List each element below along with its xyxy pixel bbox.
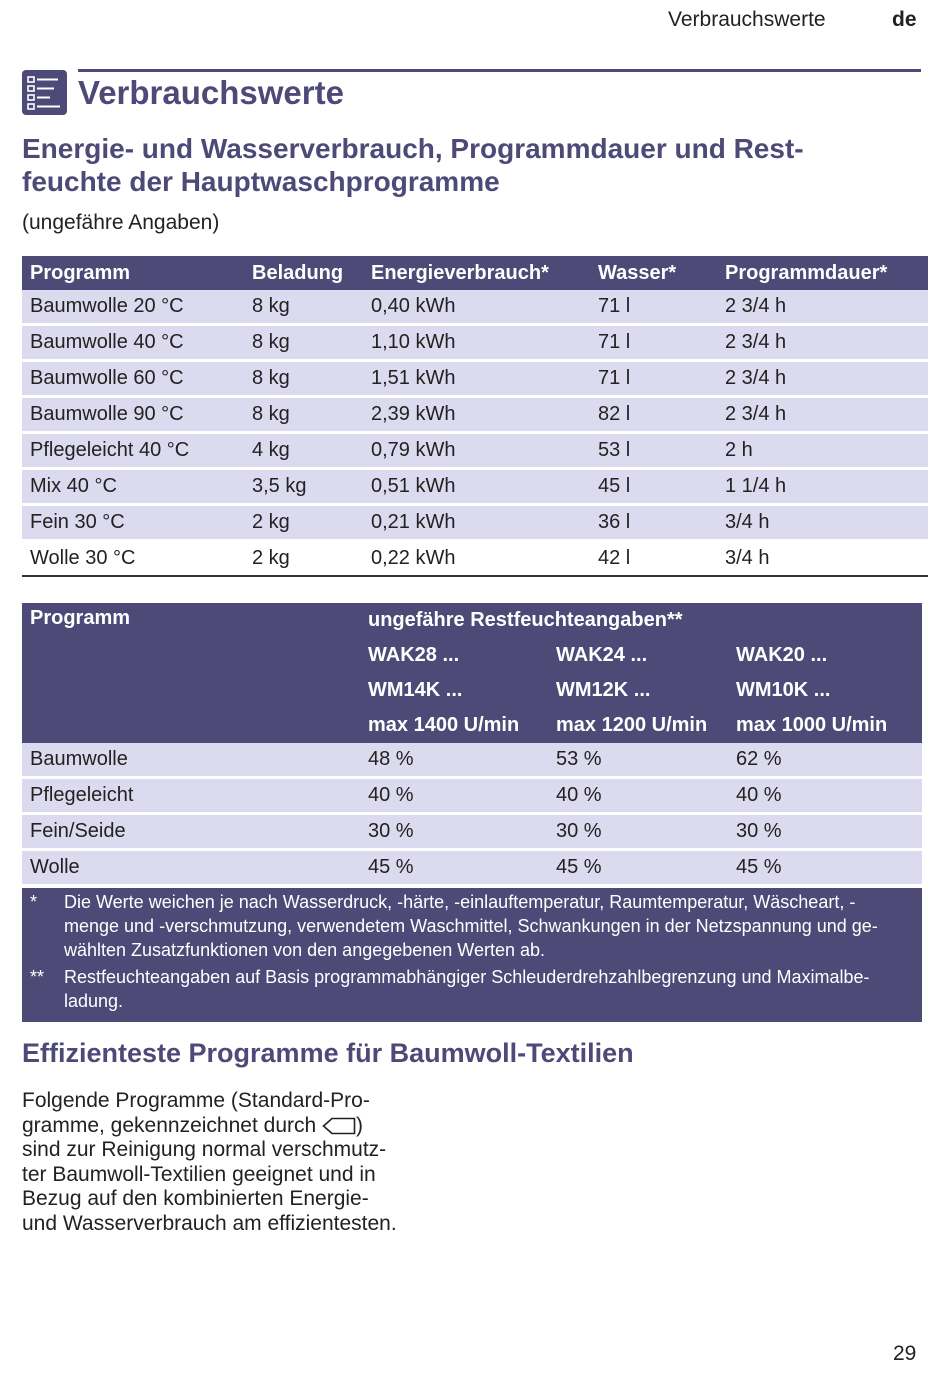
col-header-program: Programm xyxy=(22,603,360,743)
cell-water: 53 l xyxy=(590,434,717,470)
cell-duration: 2 h xyxy=(717,434,928,470)
cell-value: 45 % xyxy=(548,851,728,887)
speed-header: max 1000 U/min xyxy=(728,708,922,743)
cell-water: 42 l xyxy=(590,542,717,577)
cell-duration: 2 3/4 h xyxy=(717,398,928,434)
cell-program: Wolle xyxy=(22,851,360,887)
table-row xyxy=(22,326,928,362)
cell-energy: 1,51 kWh xyxy=(363,362,590,398)
paragraph-line: Bezug auf den kombinierten Energie- xyxy=(22,1187,369,1210)
cell-duration: 2 3/4 h xyxy=(717,362,928,398)
cell-program: Mix 40 °C xyxy=(22,470,244,506)
cell-energy: 0,79 kWh xyxy=(363,434,590,470)
cell-energy: 2,39 kWh xyxy=(363,398,590,434)
cell-program: Fein 30 °C xyxy=(22,506,244,542)
table-row xyxy=(22,506,928,542)
cell-value: 62 % xyxy=(728,743,922,779)
col-header-energy: Energieverbrauch* xyxy=(363,256,590,290)
page-number: 29 xyxy=(893,1342,917,1365)
cell-load: 2 kg xyxy=(244,506,363,542)
consumption-list-icon xyxy=(22,70,67,115)
cell-program: Baumwolle 40 °C xyxy=(22,326,244,362)
paragraph-line: ter Baumwoll-Textilien geeignet und in xyxy=(22,1162,376,1186)
footnote-line: Restfeuchteangaben auf Basis programmabhängiger Schleuderdrehzahlbegrenzung und Maximalbe- xyxy=(64,967,870,987)
cell-value: 30 % xyxy=(360,815,548,851)
footnote-line: menge und -verschmutzung, verwendetem Waschmittel, Schwankungen in der Netzspannung und ge- xyxy=(64,916,878,936)
table-header-row xyxy=(22,256,928,290)
col-header-water: Wasser* xyxy=(590,256,717,290)
cell-program: Fein/Seide xyxy=(22,815,360,851)
cell-duration: 3/4 h xyxy=(717,542,928,577)
footnote-mark: * xyxy=(30,892,38,912)
table-header-row xyxy=(22,603,922,638)
cell-water: 71 l xyxy=(590,362,717,398)
cell-value: 45 % xyxy=(360,851,548,887)
paragraph-line: und Wasserverbrauch am effizientesten. xyxy=(22,1211,397,1235)
section-heading-line: Energie- und Wasserverbrauch, Programmdauer und Rest- xyxy=(22,133,804,164)
table-row xyxy=(22,743,922,779)
table-row xyxy=(22,398,928,434)
standard-program-symbol-icon xyxy=(322,1117,356,1135)
cell-value: 48 % xyxy=(360,743,548,779)
cell-energy: 0,21 kWh xyxy=(363,506,590,542)
model-header: WAK24 ... xyxy=(548,638,728,673)
speed-header: max 1400 U/min xyxy=(360,708,548,743)
table-row xyxy=(22,434,928,470)
cell-value: 53 % xyxy=(548,743,728,779)
cell-value: 30 % xyxy=(728,815,922,851)
cell-program: Baumwolle xyxy=(22,743,360,779)
cell-program: Baumwolle 90 °C xyxy=(22,398,244,434)
footnotes-box xyxy=(22,888,922,1022)
table-row xyxy=(22,290,928,326)
consumption-table xyxy=(22,256,928,577)
cell-program: Pflegeleicht 40 °C xyxy=(22,434,244,470)
col-header-residual-moisture: ungefähre Restfeuchteangaben** xyxy=(360,603,922,638)
footnote-text xyxy=(64,890,916,962)
cell-value: 40 % xyxy=(728,779,922,815)
cell-water: 82 l xyxy=(590,398,717,434)
cell-energy: 1,10 kWh xyxy=(363,326,590,362)
paragraph-line: sind zur Reinigung normal verschmutz- xyxy=(22,1138,387,1161)
table-row xyxy=(22,851,922,887)
footnote-line: ladung. xyxy=(64,991,124,1011)
cell-program: Wolle 30 °C xyxy=(22,542,244,577)
col-header-load: Beladung xyxy=(244,256,363,290)
cell-program: Pflegeleicht xyxy=(22,779,360,815)
cell-load: 3,5 kg xyxy=(244,470,363,506)
cell-duration: 2 3/4 h xyxy=(717,290,928,326)
footnote-mark: ** xyxy=(30,967,45,987)
model-header: WAK28 ... xyxy=(360,638,548,673)
paragraph-text: gramme, gekennzeichnet durch xyxy=(22,1113,322,1137)
cell-value: 30 % xyxy=(548,815,728,851)
paragraph-line: Folgende Programme (Standard-Pro- xyxy=(22,1089,370,1112)
chapter-title: Verbrauchswerte xyxy=(78,74,344,111)
cell-value: 45 % xyxy=(728,851,922,887)
cell-duration: 3/4 h xyxy=(717,506,928,542)
paragraph-text: ) xyxy=(356,1113,363,1137)
speed-header: max 1200 U/min xyxy=(548,708,728,743)
residual-moisture-table xyxy=(22,603,922,887)
cell-load: 4 kg xyxy=(244,434,363,470)
cell-energy: 0,40 kWh xyxy=(363,290,590,326)
table-row xyxy=(22,470,928,506)
cell-value: 40 % xyxy=(548,779,728,815)
cell-water: 45 l xyxy=(590,470,717,506)
table-row xyxy=(22,815,922,851)
model-header: WM12K ... xyxy=(548,673,728,708)
header-language: de xyxy=(892,8,917,31)
efficient-programs-paragraph xyxy=(22,1089,462,1236)
cell-duration: 2 3/4 h xyxy=(717,326,928,362)
table-row xyxy=(22,542,928,577)
model-header: WM10K ... xyxy=(728,673,922,708)
approximate-values-note: (ungefähre Angaben) xyxy=(22,211,220,234)
col-header-duration: Programmdauer* xyxy=(717,256,928,290)
col-header-program: Programm xyxy=(22,256,244,290)
table-row xyxy=(22,779,922,815)
cell-duration: 1 1/4 h xyxy=(717,470,928,506)
cell-energy: 0,51 kWh xyxy=(363,470,590,506)
cell-load: 8 kg xyxy=(244,398,363,434)
model-header: WAK20 ... xyxy=(728,638,922,673)
header-section-title: Verbrauchswerte xyxy=(668,8,826,31)
cell-water: 36 l xyxy=(590,506,717,542)
section-heading-line: feuchte der Hauptwaschprogramme xyxy=(22,166,500,197)
page-header xyxy=(0,8,950,38)
cell-load: 8 kg xyxy=(244,362,363,398)
cell-value: 40 % xyxy=(360,779,548,815)
footnote-line: Die Werte weichen je nach Wasserdruck, -härte, -einlauftemperatur, Raumtemperatur, Wäscheart, - xyxy=(64,892,856,912)
footnote-text xyxy=(64,965,916,1013)
cell-load: 8 kg xyxy=(244,326,363,362)
model-header: WM14K ... xyxy=(360,673,548,708)
footnote-line: wählten Zusatzfunktionen von den angegebenen Werten ab. xyxy=(64,940,546,960)
table-row xyxy=(22,362,928,398)
chapter-rule xyxy=(78,69,921,72)
cell-water: 71 l xyxy=(590,290,717,326)
efficient-programs-heading: Effizienteste Programme für Baumwoll-Textilien xyxy=(22,1038,634,1068)
cell-energy: 0,22 kWh xyxy=(363,542,590,577)
cell-water: 71 l xyxy=(590,326,717,362)
cell-load: 8 kg xyxy=(244,290,363,326)
cell-program: Baumwolle 20 °C xyxy=(22,290,244,326)
section-heading xyxy=(22,132,922,198)
paragraph-line xyxy=(22,1114,462,1139)
cell-program: Baumwolle 60 °C xyxy=(22,362,244,398)
cell-load: 2 kg xyxy=(244,542,363,577)
